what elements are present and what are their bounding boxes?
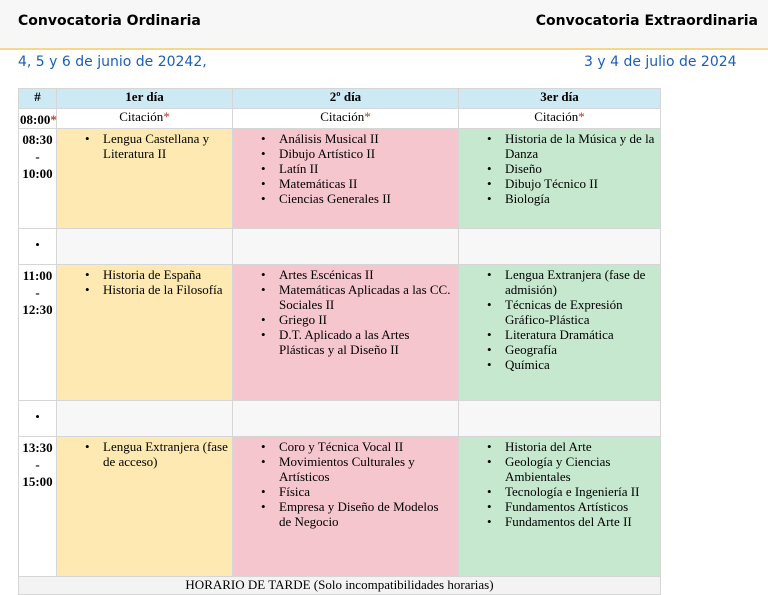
table-header-row xyxy=(19,89,661,109)
subjects-day3 xyxy=(459,437,661,577)
subject-item: • Dibujo Técnico II xyxy=(459,176,656,191)
separator-cell xyxy=(57,401,233,437)
subject-item: • Historia del Arte xyxy=(459,439,656,454)
citacion-day1: Citación* xyxy=(57,109,233,129)
subjects-day3 xyxy=(459,129,661,229)
separator-cell xyxy=(233,229,459,265)
subject-item: • Lengua Extranjera (fase de acceso) xyxy=(57,439,228,469)
subject-item: • Artes Escénicas II xyxy=(233,267,454,282)
header-divider xyxy=(0,48,768,50)
separator-bullet: • xyxy=(19,229,57,265)
subjects-day3 xyxy=(459,265,661,401)
subjects-day1 xyxy=(57,129,233,229)
subject-item: • Dibujo Artístico II xyxy=(233,146,454,161)
subject-item: • Geografía xyxy=(459,342,656,357)
exam-schedule-table xyxy=(18,88,661,595)
extraordinaria-dates: 3 y 4 de julio de 2024 xyxy=(584,54,737,70)
ordinaria-title: Convocatoria Ordinaria xyxy=(18,13,201,29)
subject-item: • Lengua Extranjera (fase de admisión) xyxy=(459,267,656,297)
subject-item: • Historia de la Música y de la Danza xyxy=(459,131,656,161)
subjects-day2 xyxy=(233,265,459,401)
subject-item: • Biología xyxy=(459,191,656,206)
separator-cell xyxy=(57,229,233,265)
subject-item: • Movimientos Culturales y Artísticos xyxy=(233,454,454,484)
col-header-day1: 1er día xyxy=(57,89,233,109)
subject-item: • Análisis Musical II xyxy=(233,131,454,146)
separator-cell xyxy=(459,229,661,265)
time-slot: 13:30 - 15:00 xyxy=(19,437,57,577)
subject-item: • Física xyxy=(233,484,454,499)
subject-item: • Matemáticas II xyxy=(233,176,454,191)
citacion-day3: Citación* xyxy=(459,109,661,129)
subject-item: • Química xyxy=(459,357,656,372)
subject-item: • Geología y Ciencias Ambientales xyxy=(459,454,656,484)
citacion-row xyxy=(19,109,661,129)
subject-item: • Coro y Técnica Vocal II xyxy=(233,439,454,454)
subject-item: • Ciencias Generales II xyxy=(233,191,454,206)
extraordinaria-title: Convocatoria Extraordinaria xyxy=(535,13,758,29)
citacion-day2: Citación* xyxy=(233,109,459,129)
subject-item: • Fundamentos Artísticos xyxy=(459,499,656,514)
exam-block-row xyxy=(19,265,661,401)
exam-block-row xyxy=(19,129,661,229)
subject-item: • Tecnología e Ingeniería II xyxy=(459,484,656,499)
subject-item: • Historia de la Filosofía xyxy=(57,282,228,297)
subjects-day2 xyxy=(233,437,459,577)
ordinaria-dates: 4, 5 y 6 de junio de 20242, xyxy=(18,54,207,70)
separator-row xyxy=(19,229,661,265)
subject-item: • Empresa y Diseño de Modelos de Negocio xyxy=(233,499,454,529)
citacion-time: 08:00* xyxy=(19,109,57,129)
subject-item: • Griego II xyxy=(233,312,454,327)
afternoon-schedule-note: HORARIO DE TARDE (Solo incompatibilidades horarias) xyxy=(19,577,661,595)
subject-item: • Historia de España xyxy=(57,267,228,282)
exam-block-row xyxy=(19,437,661,577)
subjects-day2 xyxy=(233,129,459,229)
subject-item: • Lengua Castellana y Literatura II xyxy=(57,131,228,161)
separator-bullet: • xyxy=(19,401,57,437)
col-header-day2: 2º día xyxy=(233,89,459,109)
subject-item: • Diseño xyxy=(459,161,656,176)
subjects-day1 xyxy=(57,437,233,577)
footer-row xyxy=(19,577,661,595)
subject-item: • Literatura Dramática xyxy=(459,327,656,342)
subject-item: • Latín II xyxy=(233,161,454,176)
subject-item: • Fundamentos del Arte II xyxy=(459,514,656,529)
separator-row xyxy=(19,401,661,437)
time-slot: 08:30 - 10:00 xyxy=(19,129,57,229)
subject-item: • Matemáticas Aplicadas a las CC. Sociales II xyxy=(233,282,454,312)
header-bar xyxy=(0,0,768,48)
subject-item: • Técnicas de Expresión Gráfico-Plástica xyxy=(459,297,656,327)
time-slot: 11:00 - 12:30 xyxy=(19,265,57,401)
col-header-day3: 3er día xyxy=(459,89,661,109)
col-header-number: # xyxy=(19,89,57,109)
separator-cell xyxy=(459,401,661,437)
separator-cell xyxy=(233,401,459,437)
subjects-day1 xyxy=(57,265,233,401)
subject-item: • D.T. Aplicado a las Artes Plásticas y al Diseño II xyxy=(233,327,454,357)
